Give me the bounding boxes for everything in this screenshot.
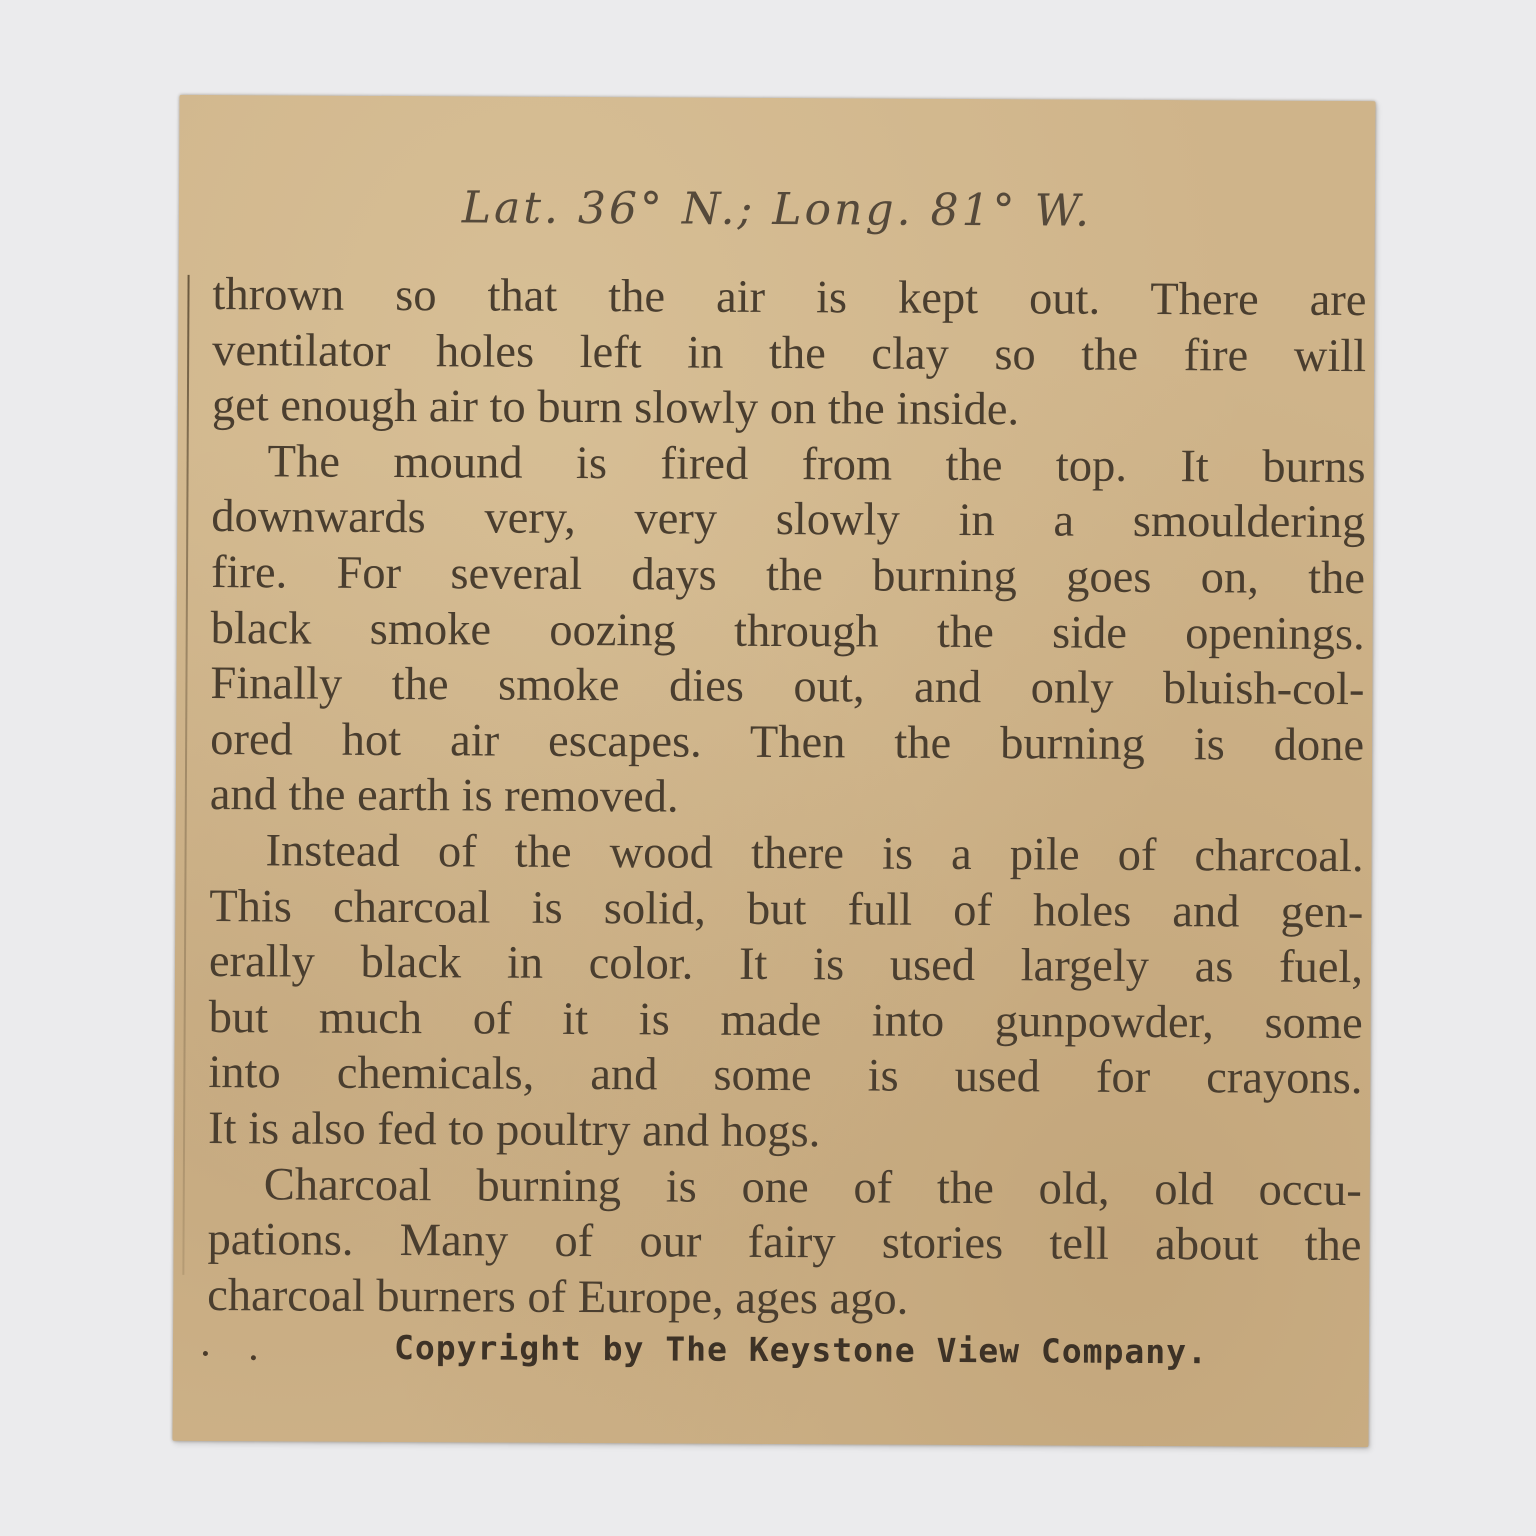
text-line: into chemicals, and some is used for crayons. <box>208 1047 1363 1105</box>
text-line: This charcoal is solid, but full of holes and gen- <box>209 880 1364 938</box>
text-line: charcoal burners of Europe, ages ago. <box>207 1269 909 1325</box>
ink-speck <box>251 1355 256 1360</box>
text-line: Instead of the wood there is a pile of charcoal. <box>265 825 1364 883</box>
text-line: downwards very, very slowly in a smouldering <box>211 491 1366 549</box>
text-line: and the earth is removed. <box>209 769 679 823</box>
text-line: Charcoal burning is one of the old, old occu- <box>263 1158 1362 1216</box>
stereoview-card-back <box>172 95 1375 1447</box>
text-line: pations. Many of our fairy stories tell about the <box>207 1214 1362 1272</box>
coordinates-heading: Lat. 36° N.; Long. 81° W. <box>461 182 1093 237</box>
text-line: fire. For several days the burning goes on, the <box>210 547 1366 605</box>
card-body-text <box>207 267 1367 1329</box>
text-line: erally black in color. It is used largely as fuel, <box>208 936 1364 994</box>
text-line: thrown so that the air is kept out. There are <box>212 269 1367 327</box>
text-line: but much of it is made into gunpowder, some <box>208 991 1363 1049</box>
margin-rule <box>182 275 189 1275</box>
text-line: ored hot air escapes. Then the burning is done <box>210 713 1365 771</box>
text-line: ventilator holes left in the clay so the fire will <box>212 324 1367 382</box>
text-line: It is also fed to poultry and hogs. <box>207 1102 821 1158</box>
text-line: Finally the smoke dies out, and only bluish-col- <box>210 658 1365 716</box>
ink-speck <box>203 1351 208 1356</box>
text-line: black smoke oozing through the side openings. <box>210 602 1365 660</box>
copyright-notice: Copyright by The Keystone View Company. <box>393 1328 1208 1372</box>
text-line: get enough air to burn slowly on the inside. <box>211 380 1020 436</box>
text-line: The mound is fired from the top. It burns <box>267 436 1366 493</box>
